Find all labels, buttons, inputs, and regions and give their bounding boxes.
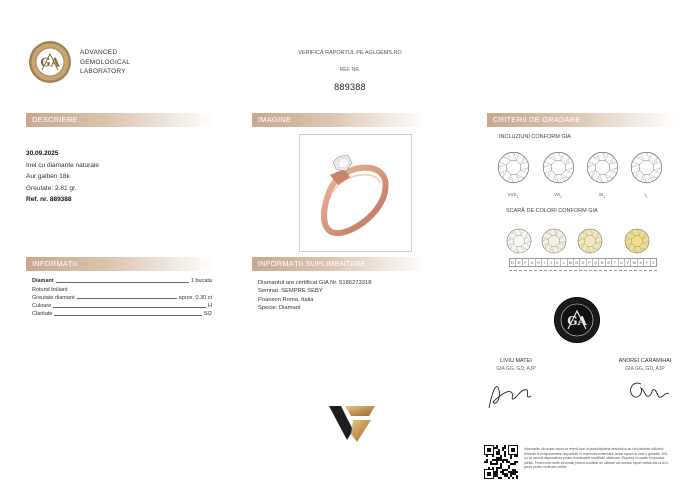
color-scale-bar: [509, 258, 657, 267]
color-scale-title: SCARĂ DE COLORI CONFORM GIA: [506, 208, 598, 214]
color-scale-letter: Q: [593, 259, 599, 266]
info-key: Rotund briliant: [32, 286, 68, 293]
info-key: Culoare: [32, 303, 52, 310]
color-scale-letter: F: [523, 259, 529, 266]
lab-name-line: GEMOLOGICAL: [80, 58, 131, 66]
ring-photo: [299, 134, 412, 252]
color-scale-letter: Z: [652, 261, 655, 265]
color-scale-letter: U: [619, 259, 625, 266]
clarity-subscript: 1: [603, 194, 606, 199]
color-scale-letter: E: [516, 259, 522, 266]
color-scale-letter: W: [631, 259, 637, 266]
lab-name-line: LABORATORY: [80, 68, 126, 75]
brand-logo-icon: [327, 402, 377, 444]
section-bar-descriere: DESCRIERE: [26, 113, 216, 127]
laboratory-name: [80, 48, 130, 77]
color-scale-letter: L: [561, 259, 567, 266]
color-scale-letter: P: [587, 259, 593, 266]
color-scale-letter: M: [568, 259, 574, 266]
color-scale-letter: O: [580, 259, 586, 266]
info-key: Greutate diamant: [32, 294, 75, 301]
color-scale-letter: V: [625, 259, 631, 266]
description-block: [26, 148, 99, 206]
info-value: SI2: [203, 311, 212, 318]
info-table: [32, 276, 212, 317]
signature-icon: [623, 376, 671, 404]
clarity-subscript: 1: [560, 194, 562, 199]
verify-report-link[interactable]: VERIFICĂ RAPORTUL PE AGLGEMS.RO: [298, 50, 402, 56]
svg-text:GA: GA: [40, 55, 60, 70]
signatory-name: ANDREI CARAMIHAI: [618, 358, 672, 364]
color-scale-letter: Y: [644, 259, 650, 266]
signatory-name: LIVIU MATEI: [500, 358, 532, 364]
extra-info-line: Semnat: SEMPRE SEBY: [258, 288, 323, 295]
laboratory-stamp-seal: [553, 296, 601, 344]
color-scale-letter: X: [638, 259, 644, 266]
ring-icon: [300, 135, 411, 251]
extra-info-block: [258, 279, 371, 313]
clarity-title: INCLUZIUNI CONFORM GIA: [499, 134, 571, 140]
clarity-label: [548, 192, 568, 199]
section-bar-suplimentare: INFORMAȚII SUPLIMENTARE: [252, 257, 427, 271]
description-line: Greutate: 2.81 gr.: [26, 184, 77, 192]
qr-code[interactable]: [484, 445, 518, 479]
clarity-diamond-icon: [542, 151, 575, 189]
signatory-credentials: GIA GG, GD, AJP: [625, 366, 665, 372]
ref-number: 889388: [334, 82, 366, 92]
lab-name-line: ADVANCED: [80, 49, 118, 56]
description-date: 30.09.2025: [26, 150, 59, 157]
extra-info-line: Diamantul are certificat GIA Nr. 5186273318: [258, 280, 372, 286]
info-value: aprox. 0.30 ct: [178, 294, 212, 301]
laboratory-seal-logo: [28, 40, 72, 84]
info-row: [32, 276, 212, 284]
description-line: Aur galben 18k: [26, 173, 70, 180]
extra-info-line: Poanson Roma, Italia: [258, 296, 314, 303]
ref-label: REF. NR.: [339, 67, 361, 73]
section-bar-informatii: INFORMAȚII: [26, 257, 216, 271]
clarity-grade: SI: [598, 192, 604, 197]
color-grade-diamond-icon: [506, 228, 532, 259]
color-scale-letter: T: [612, 259, 618, 266]
info-row: [32, 284, 212, 292]
section-bar-imagine: IMAGINE: [252, 113, 427, 127]
extra-info-line: Specie: Diamant: [258, 305, 301, 312]
clarity-subscript: 1: [516, 194, 519, 199]
signature-icon: [485, 378, 533, 412]
color-scale-letter: R: [599, 259, 605, 266]
color-scale-letter: H: [536, 259, 542, 266]
description-ref: Ref. nr. 889388: [26, 196, 72, 203]
clarity-grade: I: [644, 192, 646, 197]
info-row: [32, 301, 212, 309]
clarity-diamond-icon: [630, 151, 663, 189]
description-line: Inel cu diamante naturale: [26, 161, 99, 169]
color-grade-diamond-icon: [577, 228, 603, 259]
color-grade-diamond-icon: [541, 228, 567, 259]
clarity-grade: VVS: [507, 192, 517, 197]
disclaimer-text: Informațiile din acest raport se referă doar la piatra/bijuteria descrisă și au fost obținute utilizând tehnicile și echipamentele disponibile în momentul examinării. Acest raport nu este o garanție. AGL nu își asumă răspunderea pentru eventualele modificări ulterioare. Raportul nu poate fi reprodus parțial. Pentru mai multe informații privind condițiile de utilizare ale acestui raport vizitați site-ul AGL gems pentru verificare online.: [524, 447, 669, 470]
clarity-grade: VS: [554, 192, 561, 197]
info-key: Claritate: [32, 311, 53, 318]
info-value: 1 bucata: [190, 278, 212, 285]
color-scale-letter: N: [574, 259, 580, 266]
info-row: [32, 293, 212, 301]
color-scale-letter: G: [529, 259, 535, 266]
section-bar-criterii: CRITERII DE GRADARE: [487, 113, 677, 127]
color-scale-letter: J: [548, 259, 554, 266]
color-scale-divider: [509, 268, 657, 271]
color-scale-letter: K: [555, 259, 561, 266]
svg-text:GA: GA: [567, 314, 587, 328]
color-scale-letter: D: [510, 259, 516, 266]
clarity-label: [503, 192, 523, 199]
clarity-diamond-icon: [497, 151, 530, 189]
info-row: [32, 309, 212, 317]
color-grade-diamond-icon: [624, 228, 650, 259]
signatory-credentials: GIA GG, GD, AJP: [496, 366, 536, 372]
info-value: H: [208, 303, 212, 310]
clarity-label: [636, 192, 656, 199]
clarity-diamond-icon: [586, 151, 619, 189]
info-key: Diamant: [32, 278, 54, 285]
color-scale-letter: S: [606, 259, 612, 266]
color-scale-letter: I: [542, 259, 548, 266]
clarity-label: [592, 192, 612, 199]
clarity-subscript: 1: [645, 194, 648, 199]
